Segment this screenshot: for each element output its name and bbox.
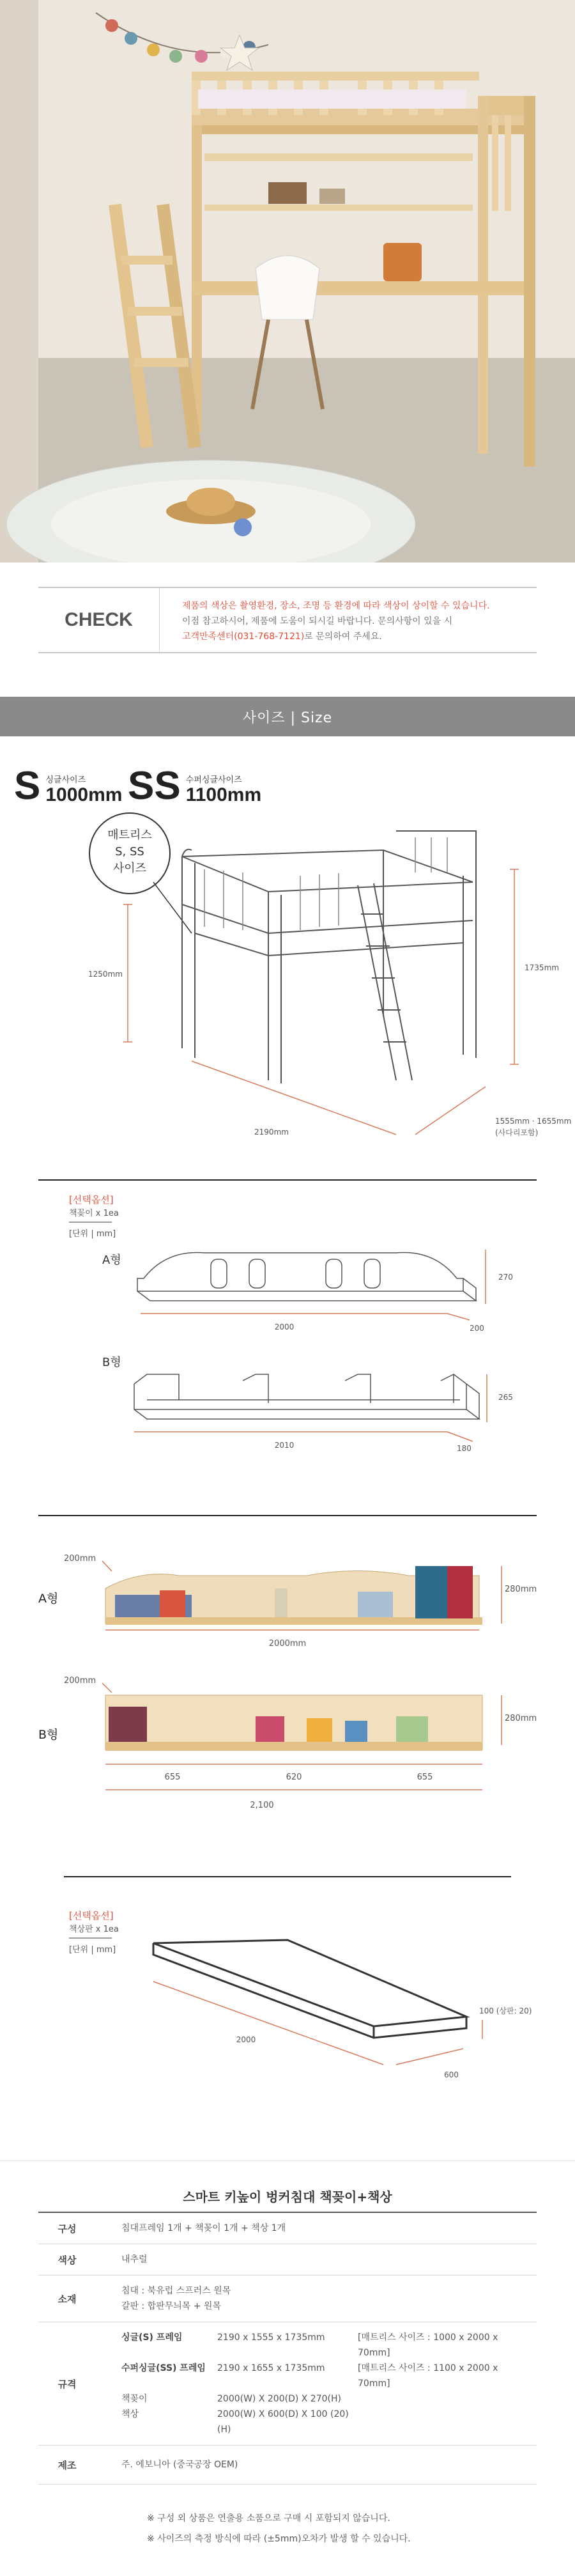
mattress-label-3: 사이즈	[112, 862, 147, 875]
shelf-a-width: 2000	[274, 1323, 295, 1331]
check-notice	[38, 587, 537, 653]
size-section-header: 사이즈 | Size	[0, 697, 575, 736]
desk-unit: [단위 | mm]	[69, 1945, 116, 1955]
photo-b-label: B형	[38, 1728, 59, 1742]
shelf-a-height: 270	[498, 1273, 513, 1282]
photo-b-top: 200mm	[64, 1676, 96, 1686]
check-line-2: 이점 참고하시어, 제품에 도움이 되시길 바랍니다. 문의사항이 있을 시	[182, 616, 453, 626]
photo-a-height: 280mm	[505, 1585, 537, 1594]
check-title: CHECK	[38, 588, 160, 652]
shelf-a-depth: 200	[470, 1324, 484, 1333]
desk-height: 100 (상판: 20)	[479, 2006, 532, 2015]
divider	[38, 1515, 537, 1516]
desk-depth: 600	[444, 2070, 459, 2079]
depth-note: (사다리포함)	[495, 1128, 539, 1137]
photo-a-width: 2000mm	[268, 1639, 307, 1649]
shelf-b-height: 265	[498, 1393, 513, 1402]
size-ss-letter: SS	[128, 764, 181, 808]
photo-b-seg1: 655	[164, 1773, 181, 1782]
check-line-3: 고객만족센터(031-768-7121)로 문의하여 주세요.	[182, 632, 382, 642]
customer-center-contact: 고객만족센터(031-768-7121)	[182, 632, 305, 642]
divider	[64, 1876, 511, 1877]
size-s-mm: 1000mm	[45, 784, 123, 805]
shelf-item: 책꽂이 x 1ea	[69, 1209, 119, 1218]
note-1: ※ 구성 외 상품은 연출용 소품으로 구매 시 포함되지 않습니다.	[147, 2513, 390, 2524]
height-1735: 1735mm	[525, 963, 559, 972]
photo-b-total: 2,100	[250, 1801, 274, 1810]
photo-b-seg2: 620	[286, 1773, 302, 1782]
size-s-subtitle: 싱글사이즈	[45, 775, 86, 785]
size-s-legend	[14, 761, 123, 808]
mattress-label-2: S, SS	[115, 845, 144, 858]
size-ss-mm: 1100mm	[185, 784, 262, 805]
shelf-unit: [단위 | mm]	[69, 1229, 116, 1239]
shelf-b-depth: 180	[457, 1444, 471, 1453]
spec-title: 스마트 키높이 벙커침대 책꽂이+책상	[183, 2189, 392, 2205]
spec-row-color: 색상 내추럴	[38, 2244, 537, 2276]
note-2: ※ 사이즈의 측정 방식에 따라 (±5mm)오차가 발생 할 수 있습니다.	[147, 2534, 411, 2544]
desk-width: 2000	[236, 2035, 256, 2044]
photo-a-label: A형	[38, 1592, 59, 1606]
loft-bed-room-illustration	[0, 0, 575, 563]
shelf-a-label: A형	[102, 1253, 121, 1267]
shelf-b-width: 2010	[274, 1441, 295, 1450]
spec-table	[38, 2212, 537, 2485]
notes	[147, 2508, 530, 2549]
desk-option-label: [선택옵션]	[69, 1910, 114, 1921]
desk-dimension-drawing	[0, 1905, 575, 2118]
spec-row-maker: 제조 주. 에보니아 (중국공장 OEM)	[38, 2446, 537, 2485]
bookshelf-dimension-drawing	[0, 1189, 575, 1524]
spec-row-composition: 구성 침대프레임 1개 + 책꽂이 1개 + 책상 1개	[38, 2213, 537, 2244]
photo-a-top: 200mm	[64, 1554, 96, 1563]
height-1250: 1250mm	[88, 970, 123, 979]
spec-row-material: 소재 침대 : 북유럽 스프러스 원목 갈판 : 합판무늬목 + 원목	[38, 2276, 537, 2322]
size-ss-legend	[128, 761, 262, 808]
bed-dimension-drawing	[0, 812, 575, 1147]
bookshelf-photo-dimensions	[0, 1553, 575, 1888]
check-line-1: 제품의 색상은 촬영환경, 장소, 조명 등 환경에 따라 색상이 상이할 수 있습니다.	[182, 601, 490, 611]
shelf-option-label: [선택옵션]	[69, 1194, 114, 1206]
spec-row-size: 규격 싱글(S) 프레임 2190 x 1555 x 1735mm [매트리스 사이즈 : 1000 x 2000 x 70mm] 수퍼싱글(SS) 프레임 2190 x 1655 x 1735mm [매트리스 사이즈 : 1100 x 2000 x 70mm] 책꽂이 2000(W) X 200(D) X 270(H) 책상 2000(W) X 600(D) X 100 (20)(H)	[38, 2322, 537, 2446]
width-2190: 2190mm	[254, 1128, 289, 1137]
photo-b-height: 280mm	[505, 1714, 537, 1723]
size-s-letter: S	[14, 764, 41, 808]
divider	[38, 1179, 537, 1181]
size-ss-subtitle: 수퍼싱글사이즈	[185, 775, 242, 785]
depth-value: 1555mm · 1655mm	[495, 1117, 572, 1126]
shelf-b-label: B형	[102, 1356, 121, 1369]
mattress-label-1: 매트리스	[107, 828, 152, 842]
desk-item: 책상판 x 1ea	[69, 1925, 119, 1934]
hero-product-photo	[0, 0, 575, 563]
check-text	[182, 598, 540, 644]
photo-b-seg3: 655	[417, 1773, 433, 1782]
